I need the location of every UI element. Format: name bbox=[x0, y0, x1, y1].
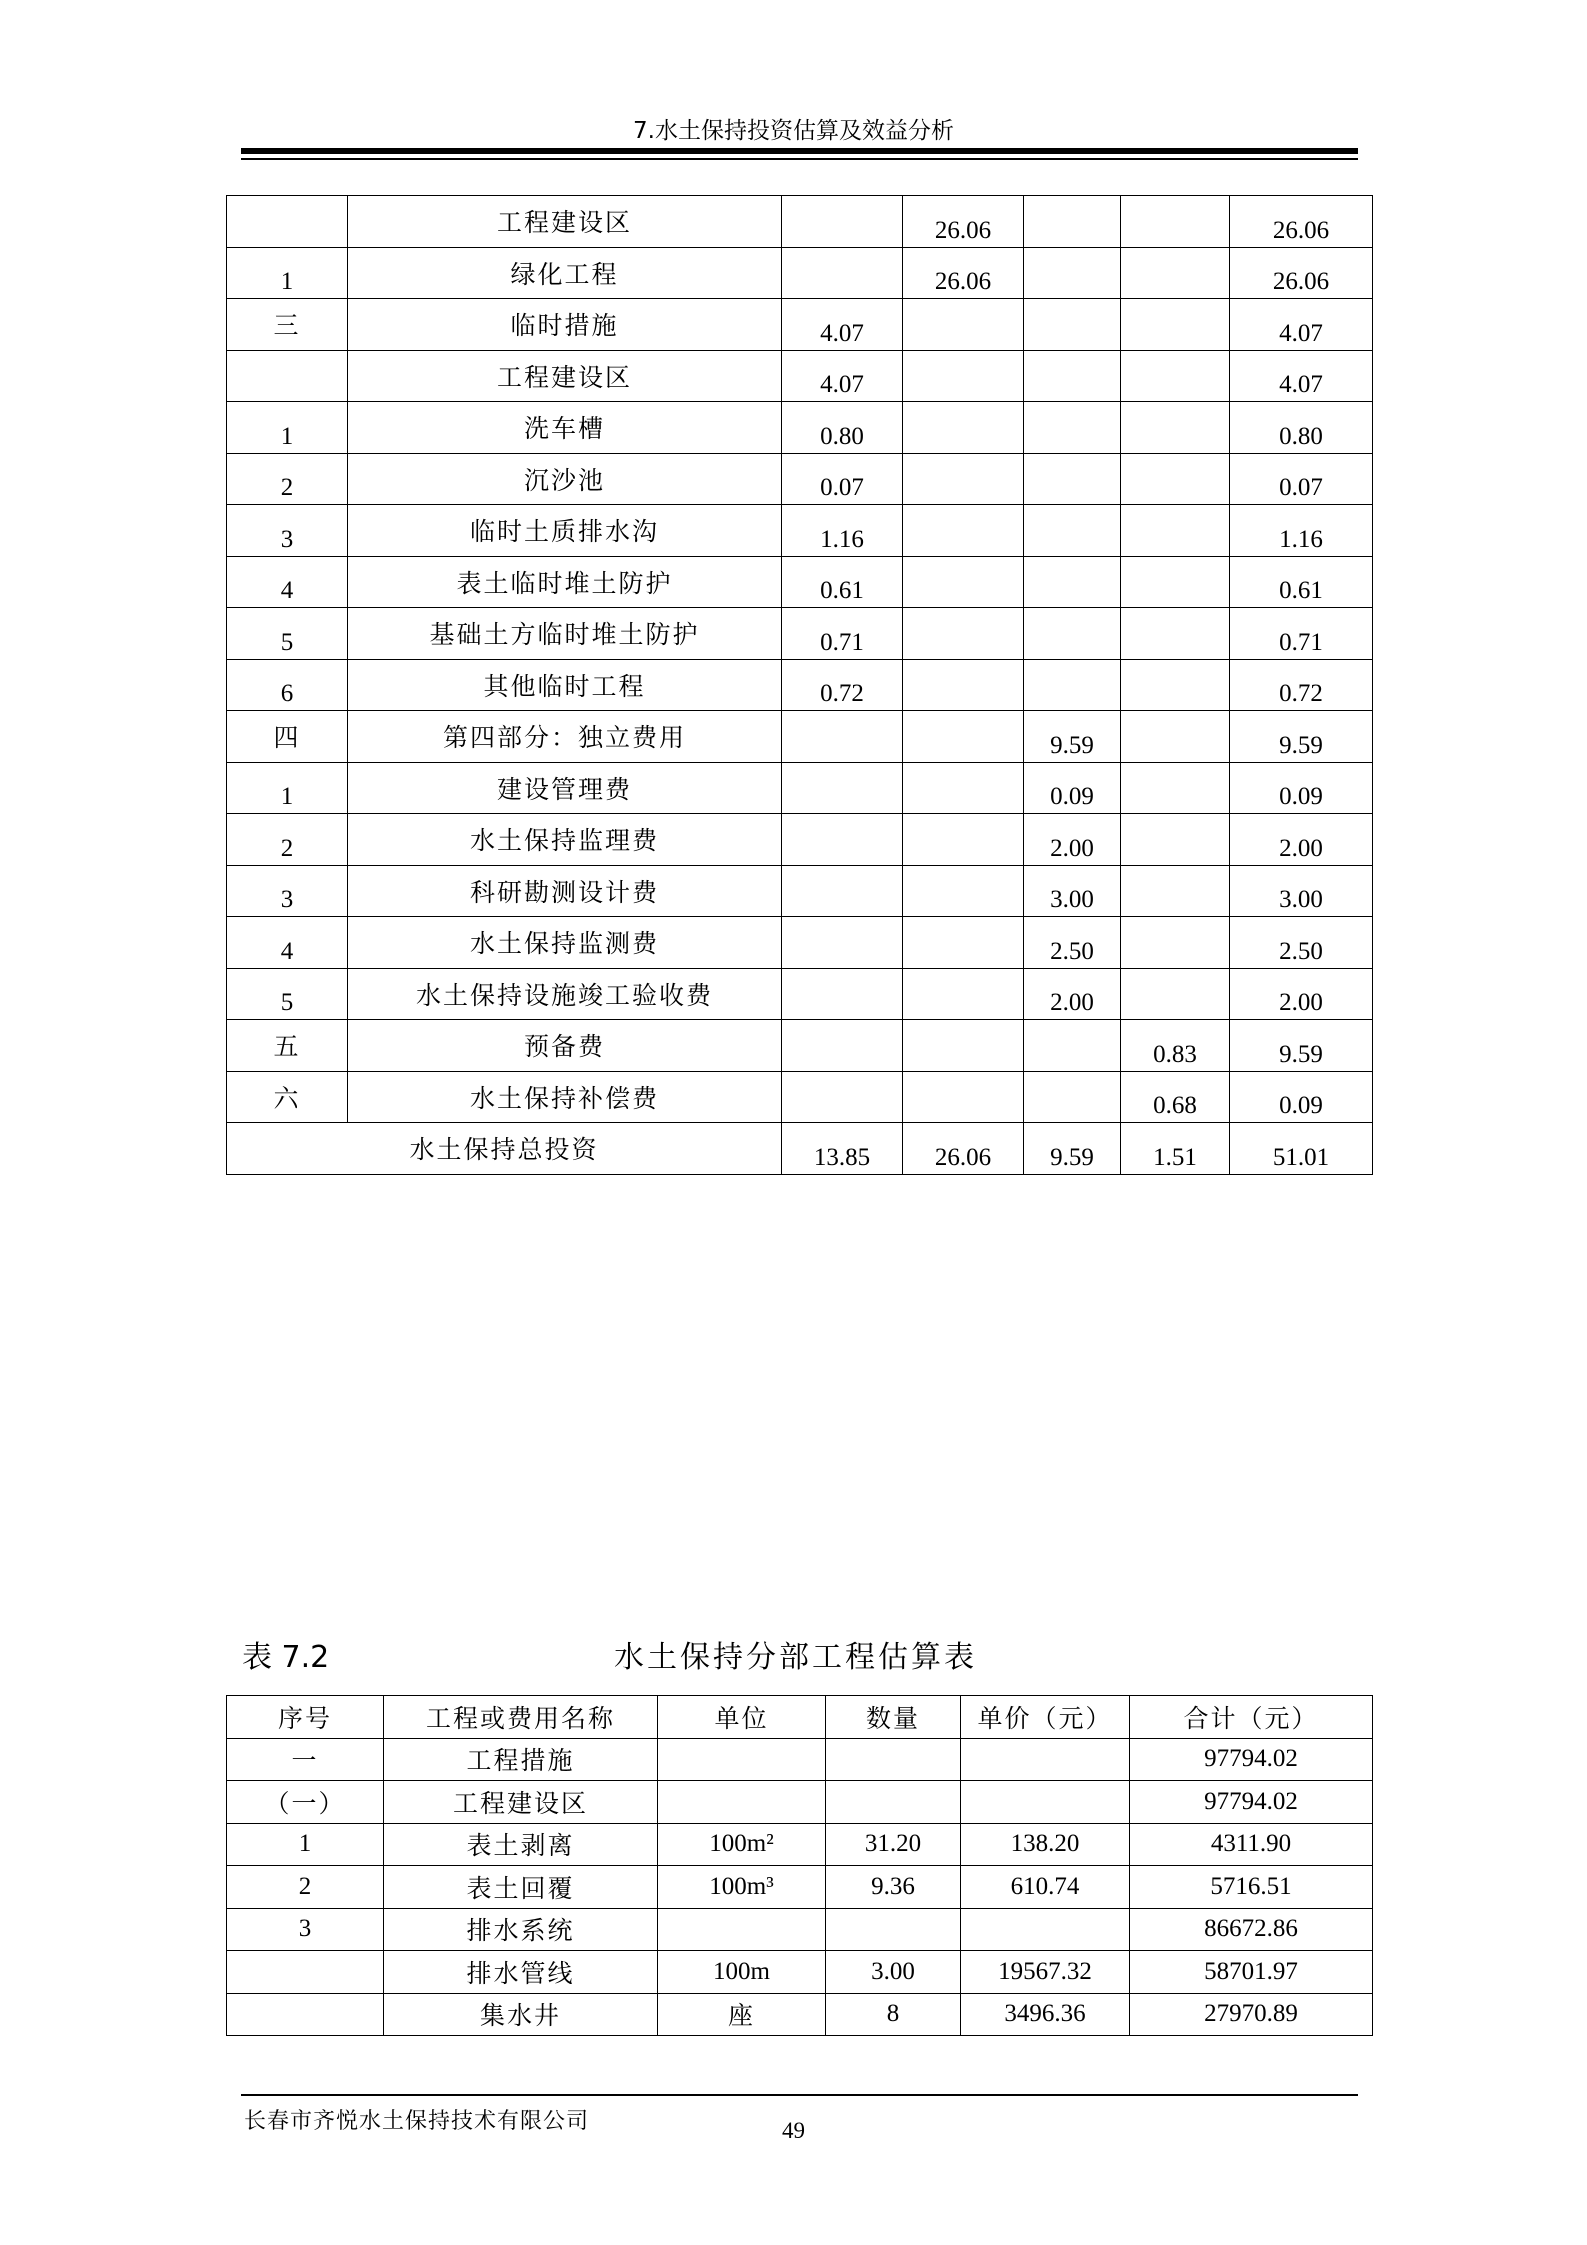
row-index-cell: 4 bbox=[227, 556, 348, 608]
amount-cell bbox=[1024, 1071, 1121, 1123]
item-name-cell: 科研勘测设计费 bbox=[348, 865, 782, 917]
amount-cell bbox=[782, 1071, 903, 1123]
total-cell: 86672.86 bbox=[1130, 1908, 1373, 1951]
footer-rule bbox=[241, 2094, 1358, 2096]
row-index-cell: 四 bbox=[227, 711, 348, 763]
sub-project-table-body bbox=[227, 1738, 1373, 2036]
amount-cell bbox=[903, 659, 1024, 711]
item-name-cell: 临时措施 bbox=[348, 299, 782, 351]
table-header-row bbox=[227, 1696, 1373, 1739]
amount-cell bbox=[1024, 299, 1121, 351]
unit-price-cell bbox=[961, 1738, 1130, 1781]
amount-cell bbox=[782, 814, 903, 866]
amount-cell bbox=[1024, 505, 1121, 557]
total-cell: 58701.97 bbox=[1130, 1951, 1373, 1994]
amount-cell: 0.71 bbox=[782, 608, 903, 660]
amount-cell bbox=[1024, 402, 1121, 454]
table-row bbox=[227, 299, 1373, 351]
unit-cell: 100m bbox=[658, 1951, 826, 1994]
amount-cell: 0.71 bbox=[1230, 608, 1373, 660]
amount-cell bbox=[903, 608, 1024, 660]
index-cell: 1 bbox=[227, 1823, 384, 1866]
amount-cell: 0.68 bbox=[1121, 1071, 1230, 1123]
total-row bbox=[227, 1123, 1373, 1175]
quantity-cell bbox=[826, 1781, 961, 1824]
item-name-cell: 水土保持补偿费 bbox=[348, 1071, 782, 1123]
name-cell: 工程措施 bbox=[384, 1738, 658, 1781]
amount-cell bbox=[1024, 1020, 1121, 1072]
amount-cell bbox=[903, 1071, 1024, 1123]
table-row bbox=[227, 1866, 1373, 1909]
table-row bbox=[227, 1951, 1373, 1994]
total-amount-cell: 1.51 bbox=[1121, 1123, 1230, 1175]
total-label-cell: 水土保持总投资 bbox=[227, 1123, 782, 1175]
item-name-cell: 基础土方临时堆土防护 bbox=[348, 608, 782, 660]
amount-cell: 0.61 bbox=[782, 556, 903, 608]
total-cell: 27970.89 bbox=[1130, 1993, 1373, 2036]
amount-cell bbox=[1121, 453, 1230, 505]
amount-cell: 0.72 bbox=[782, 659, 903, 711]
amount-cell bbox=[1121, 917, 1230, 969]
amount-cell bbox=[1121, 711, 1230, 763]
row-index-cell: 1 bbox=[227, 762, 348, 814]
total-amount-cell: 51.01 bbox=[1230, 1123, 1373, 1175]
quantity-cell bbox=[826, 1908, 961, 1951]
investment-table bbox=[226, 195, 1373, 1175]
unit-price-cell bbox=[961, 1781, 1130, 1824]
total-cell: 97794.02 bbox=[1130, 1738, 1373, 1781]
amount-cell bbox=[903, 814, 1024, 866]
item-name-cell: 表土临时堆土防护 bbox=[348, 556, 782, 608]
index-cell: 一 bbox=[227, 1738, 384, 1781]
amount-cell bbox=[1024, 556, 1121, 608]
row-index-cell: 6 bbox=[227, 659, 348, 711]
amount-cell bbox=[782, 762, 903, 814]
item-name-cell: 工程建设区 bbox=[348, 196, 782, 248]
amount-cell: 0.09 bbox=[1230, 1071, 1373, 1123]
amount-cell: 2.00 bbox=[1230, 968, 1373, 1020]
amount-cell bbox=[1121, 402, 1230, 454]
row-index-cell: 1 bbox=[227, 247, 348, 299]
item-name-cell: 水土保持监测费 bbox=[348, 917, 782, 969]
table-row bbox=[227, 659, 1373, 711]
amount-cell: 3.00 bbox=[1024, 865, 1121, 917]
table-row bbox=[227, 1823, 1373, 1866]
amount-cell: 3.00 bbox=[1230, 865, 1373, 917]
table-row bbox=[227, 1993, 1373, 2036]
table-row bbox=[227, 814, 1373, 866]
item-name-cell: 建设管理费 bbox=[348, 762, 782, 814]
page-header-title: 7.水土保持投资估算及效益分析 bbox=[633, 118, 954, 144]
footer-company-name: 长春市齐悦水土保持技术有限公司 bbox=[244, 2109, 590, 2134]
row-index-cell: 3 bbox=[227, 505, 348, 557]
amount-cell: 2.00 bbox=[1024, 814, 1121, 866]
name-cell: 表土回覆 bbox=[384, 1866, 658, 1909]
amount-cell bbox=[903, 711, 1024, 763]
amount-cell: 0.72 bbox=[1230, 659, 1373, 711]
amount-cell: 4.07 bbox=[782, 299, 903, 351]
row-index-cell bbox=[227, 350, 348, 402]
total-cell: 4311.90 bbox=[1130, 1823, 1373, 1866]
item-name-cell: 水土保持设施竣工验收费 bbox=[348, 968, 782, 1020]
unit-cell: 座 bbox=[658, 1993, 826, 2036]
header-cell: 合计（元） bbox=[1130, 1696, 1373, 1739]
table-row bbox=[227, 917, 1373, 969]
amount-cell bbox=[782, 196, 903, 248]
amount-cell bbox=[903, 968, 1024, 1020]
amount-cell bbox=[782, 247, 903, 299]
sub-project-estimate-table bbox=[226, 1695, 1373, 2036]
total-amount-cell: 13.85 bbox=[782, 1123, 903, 1175]
unit-price-cell: 138.20 bbox=[961, 1823, 1130, 1866]
quantity-cell: 31.20 bbox=[826, 1823, 961, 1866]
amount-cell bbox=[903, 402, 1024, 454]
item-name-cell: 洗车槽 bbox=[348, 402, 782, 454]
row-index-cell: 三 bbox=[227, 299, 348, 351]
amount-cell: 26.06 bbox=[1230, 196, 1373, 248]
amount-cell: 2.50 bbox=[1024, 917, 1121, 969]
header-cell: 单位 bbox=[658, 1696, 826, 1739]
row-index-cell: 3 bbox=[227, 865, 348, 917]
amount-cell bbox=[903, 865, 1024, 917]
table-row bbox=[227, 865, 1373, 917]
amount-cell bbox=[1024, 350, 1121, 402]
amount-cell: 0.83 bbox=[1121, 1020, 1230, 1072]
amount-cell bbox=[903, 350, 1024, 402]
quantity-cell: 3.00 bbox=[826, 1951, 961, 1994]
index-cell bbox=[227, 1993, 384, 2036]
amount-cell bbox=[903, 556, 1024, 608]
amount-cell bbox=[903, 762, 1024, 814]
amount-cell bbox=[1024, 453, 1121, 505]
table-row bbox=[227, 453, 1373, 505]
table-row bbox=[227, 711, 1373, 763]
amount-cell bbox=[1024, 247, 1121, 299]
row-index-cell bbox=[227, 196, 348, 248]
amount-cell: 0.61 bbox=[1230, 556, 1373, 608]
unit-cell: 100m² bbox=[658, 1823, 826, 1866]
amount-cell: 1.16 bbox=[782, 505, 903, 557]
item-name-cell: 水土保持监理费 bbox=[348, 814, 782, 866]
table-row bbox=[227, 1071, 1373, 1123]
amount-cell: 0.07 bbox=[1230, 453, 1373, 505]
amount-cell bbox=[903, 1020, 1024, 1072]
header-cell: 序号 bbox=[227, 1696, 384, 1739]
amount-cell bbox=[782, 968, 903, 1020]
item-name-cell: 第四部分：独立费用 bbox=[348, 711, 782, 763]
table-row bbox=[227, 1908, 1373, 1951]
row-index-cell: 5 bbox=[227, 968, 348, 1020]
amount-cell bbox=[1121, 299, 1230, 351]
quantity-cell: 8 bbox=[826, 1993, 961, 2036]
table-row bbox=[227, 608, 1373, 660]
name-cell: 排水系统 bbox=[384, 1908, 658, 1951]
amount-cell: 0.07 bbox=[782, 453, 903, 505]
unit-cell bbox=[658, 1908, 826, 1951]
amount-cell: 0.80 bbox=[1230, 402, 1373, 454]
amount-cell: 4.07 bbox=[1230, 299, 1373, 351]
total-cell: 5716.51 bbox=[1130, 1866, 1373, 1909]
table-row bbox=[227, 196, 1373, 248]
total-amount-cell: 9.59 bbox=[1024, 1123, 1121, 1175]
index-cell: 3 bbox=[227, 1908, 384, 1951]
header-rule-thin bbox=[241, 158, 1358, 160]
unit-price-cell bbox=[961, 1908, 1130, 1951]
row-index-cell: 2 bbox=[227, 814, 348, 866]
table-row bbox=[227, 505, 1373, 557]
amount-cell bbox=[1121, 505, 1230, 557]
table-caption-number: 表 7.2 bbox=[242, 1640, 330, 1675]
amount-cell: 9.59 bbox=[1230, 1020, 1373, 1072]
unit-cell bbox=[658, 1781, 826, 1824]
amount-cell: 4.07 bbox=[1230, 350, 1373, 402]
name-cell: 排水管线 bbox=[384, 1951, 658, 1994]
amount-cell: 9.59 bbox=[1024, 711, 1121, 763]
amount-cell bbox=[1121, 814, 1230, 866]
amount-cell bbox=[903, 917, 1024, 969]
header-rule-thick bbox=[241, 148, 1358, 154]
amount-cell bbox=[782, 1020, 903, 1072]
index-cell: （一） bbox=[227, 1781, 384, 1824]
amount-cell bbox=[1024, 608, 1121, 660]
quantity-cell bbox=[826, 1738, 961, 1781]
table-row bbox=[227, 350, 1373, 402]
item-name-cell: 工程建设区 bbox=[348, 350, 782, 402]
table-row bbox=[227, 1738, 1373, 1781]
amount-cell: 2.50 bbox=[1230, 917, 1373, 969]
amount-cell: 0.09 bbox=[1230, 762, 1373, 814]
row-index-cell: 五 bbox=[227, 1020, 348, 1072]
amount-cell bbox=[903, 453, 1024, 505]
amount-cell bbox=[1121, 608, 1230, 660]
amount-cell bbox=[1024, 196, 1121, 248]
table-row bbox=[227, 762, 1373, 814]
item-name-cell: 沉沙池 bbox=[348, 453, 782, 505]
table-row bbox=[227, 968, 1373, 1020]
row-index-cell: 1 bbox=[227, 402, 348, 454]
header-cell: 数量 bbox=[826, 1696, 961, 1739]
item-name-cell: 预备费 bbox=[348, 1020, 782, 1072]
amount-cell: 4.07 bbox=[782, 350, 903, 402]
row-index-cell: 5 bbox=[227, 608, 348, 660]
header-cell: 工程或费用名称 bbox=[384, 1696, 658, 1739]
unit-price-cell: 3496.36 bbox=[961, 1993, 1130, 2036]
amount-cell bbox=[1121, 762, 1230, 814]
item-name-cell: 绿化工程 bbox=[348, 247, 782, 299]
amount-cell: 2.00 bbox=[1230, 814, 1373, 866]
table-row bbox=[227, 556, 1373, 608]
table-caption-title: 水土保持分部工程估算表 bbox=[614, 1640, 977, 1675]
amount-cell bbox=[903, 505, 1024, 557]
row-index-cell: 2 bbox=[227, 453, 348, 505]
total-cell: 97794.02 bbox=[1130, 1781, 1373, 1824]
row-index-cell: 4 bbox=[227, 917, 348, 969]
amount-cell bbox=[782, 865, 903, 917]
name-cell: 工程建设区 bbox=[384, 1781, 658, 1824]
table-row bbox=[227, 1781, 1373, 1824]
amount-cell bbox=[1121, 865, 1230, 917]
table-row bbox=[227, 247, 1373, 299]
amount-cell bbox=[1121, 196, 1230, 248]
investment-table-body bbox=[227, 196, 1373, 1175]
amount-cell bbox=[1024, 659, 1121, 711]
page-number: 49 bbox=[782, 2118, 805, 2143]
unit-cell: 100m³ bbox=[658, 1866, 826, 1909]
total-amount-cell: 26.06 bbox=[903, 1123, 1024, 1175]
name-cell: 表土剥离 bbox=[384, 1823, 658, 1866]
amount-cell bbox=[782, 711, 903, 763]
index-cell bbox=[227, 1951, 384, 1994]
amount-cell bbox=[1121, 350, 1230, 402]
header-cell: 单价（元） bbox=[961, 1696, 1130, 1739]
amount-cell: 9.59 bbox=[1230, 711, 1373, 763]
amount-cell: 0.80 bbox=[782, 402, 903, 454]
row-index-cell: 六 bbox=[227, 1071, 348, 1123]
amount-cell: 0.09 bbox=[1024, 762, 1121, 814]
quantity-cell: 9.36 bbox=[826, 1866, 961, 1909]
amount-cell: 26.06 bbox=[903, 247, 1024, 299]
amount-cell: 26.06 bbox=[1230, 247, 1373, 299]
amount-cell: 1.16 bbox=[1230, 505, 1373, 557]
item-name-cell: 临时土质排水沟 bbox=[348, 505, 782, 557]
unit-cell bbox=[658, 1738, 826, 1781]
amount-cell bbox=[903, 299, 1024, 351]
amount-cell bbox=[1121, 556, 1230, 608]
amount-cell: 26.06 bbox=[903, 196, 1024, 248]
index-cell: 2 bbox=[227, 1866, 384, 1909]
name-cell: 集水井 bbox=[384, 1993, 658, 2036]
item-name-cell: 其他临时工程 bbox=[348, 659, 782, 711]
amount-cell: 2.00 bbox=[1024, 968, 1121, 1020]
amount-cell bbox=[1121, 968, 1230, 1020]
amount-cell bbox=[1121, 247, 1230, 299]
table-row bbox=[227, 1020, 1373, 1072]
table-row bbox=[227, 402, 1373, 454]
unit-price-cell: 19567.32 bbox=[961, 1951, 1130, 1994]
unit-price-cell: 610.74 bbox=[961, 1866, 1130, 1909]
amount-cell bbox=[782, 917, 903, 969]
amount-cell bbox=[1121, 659, 1230, 711]
